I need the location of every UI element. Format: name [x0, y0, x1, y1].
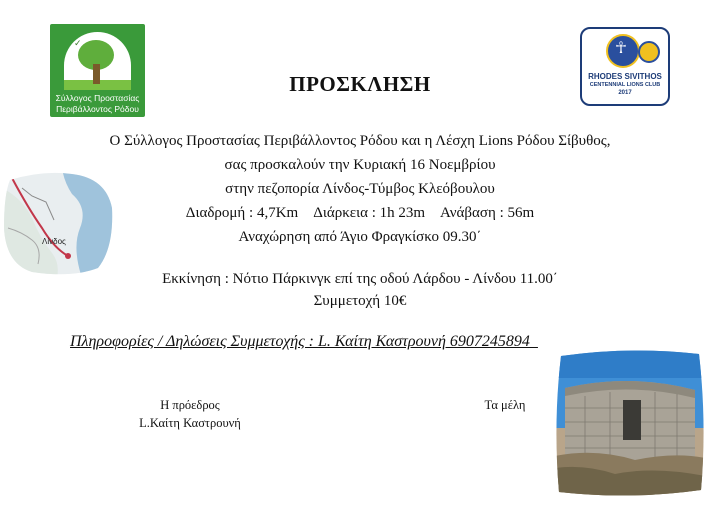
contact-info: Πληροφορίες / Δηλώσεις Συμμετοχής : L. Καίτη Καστρουνή 6907245894 [70, 333, 538, 350]
signature-left-role: Η πρόεδρος [160, 398, 220, 412]
invitation-line: Ο Σύλλογος Προστασίας Περιβάλλοντος Ρόδου και η Λέσχη Lions Ρόδου Σίβυθος, [109, 133, 611, 149]
page-title: ΠΡΟΣΚΛΗΣΗ [289, 72, 431, 96]
logo-right-line3: 2017 [618, 90, 632, 96]
invitation-line: σας προσκαλούν την Κυριακή 16 Νοεμβρίου [224, 157, 496, 173]
logo-right-line2: CENTENNIAL LIONS CLUB [589, 82, 661, 88]
departure-line: Αναχώρηση από Άγιο Φραγκίσκο 09.30΄ [238, 229, 482, 245]
signature-left-name: L.Καίτη Καστρουνή [139, 416, 241, 430]
logo-left-line2: Περιβάλλοντος Ρόδου [56, 104, 139, 114]
ancient-tomb-photo [555, 348, 705, 498]
invitation-line: στην πεζοπορία Λίνδος-Τύμβος Κλεόβουλου [225, 181, 495, 197]
logo-left-line1: Σύλλογος Προστασίας [55, 93, 140, 103]
environment-society-logo [50, 24, 145, 117]
runner-icon: ☥ [615, 38, 627, 57]
route-details-line: Διαδρομή : 4,7Km Διάρκεια : 1h 23m Ανάβαση : 56m [185, 205, 535, 221]
start-line: Εκκίνηση : Νότιο Πάρκινγκ επί της οδού Λάρδου - Λίνδου 11.00΄ [162, 271, 558, 287]
map-place-label: Λίνδος [42, 237, 66, 246]
route-map-image [2, 168, 114, 278]
bird-icon: ✓ [74, 38, 82, 48]
logo-right-line1: RHODES SIVITHOS [588, 72, 662, 81]
signature-right-role: Τα μέλη [484, 398, 526, 412]
lions-emblem-icon [638, 41, 660, 63]
participation-fee-line: Συμμετοχή 10€ [313, 293, 407, 309]
